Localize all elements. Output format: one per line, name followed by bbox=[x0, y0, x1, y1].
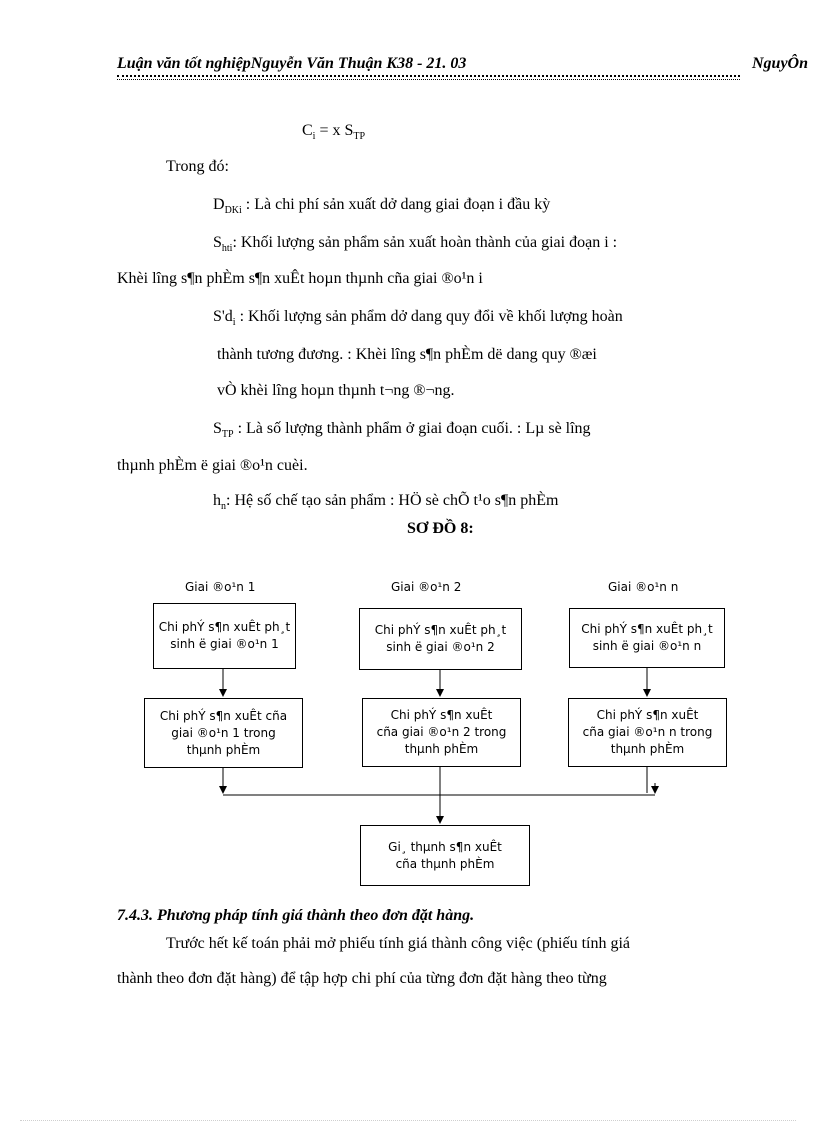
box-stage-1-in-product: Chi phÝ s¶n xuÊt cña giai ®o¹n 1 trong thµnh phÈm bbox=[144, 698, 303, 768]
trong-do-label: Trong đó: bbox=[166, 158, 229, 175]
page-bottom-rule bbox=[20, 1120, 796, 1121]
stage-label-1: Giai ®o¹n 1 bbox=[185, 580, 256, 594]
stage-label-n: Giai ®o¹n n bbox=[608, 580, 679, 594]
def-stp: $S_{TP}$ : Là số lượng thành phẩm ở giai đoạn cuối. : Lµ sè lîng bbox=[213, 420, 591, 441]
stage-label-2: Giai ®o¹n 2 bbox=[391, 580, 462, 594]
def-stp-cont: thµnh phÈm ë giai ®o¹n cuèi. bbox=[117, 457, 308, 474]
def-hn: $h_n$: Hệ số chế tạo sản phẩm : HÖ sè chÕ t¹o s¶n phÈm bbox=[213, 492, 559, 513]
def-sd: $S'd_i$ : Khối lượng sản phẩm dở dang quy đổi về khối lượng hoàn bbox=[213, 308, 623, 329]
def-sd-line2: thành tương đương. : Khèi lîng s¶n phÈm dë dang quy ®æi bbox=[217, 346, 597, 363]
formula: $C_i = x$ $S_{TP}$ bbox=[302, 122, 366, 143]
paragraph-line-2: thành theo đơn đặt hàng) để tập hợp chi phí của từng đơn đặt hàng theo từng bbox=[117, 970, 607, 987]
box-stage-n-in-product: Chi phÝ s¶n xuÊt cña giai ®o¹n n trong thµnh phÈm bbox=[568, 698, 727, 767]
section-heading: 7.4.3. Phương pháp tính giá thành theo đơn đặt hàng. bbox=[117, 907, 475, 924]
box-cost-stage-n: Chi phÝ s¶n xuÊt ph¸t sinh ë giai ®o¹n n bbox=[569, 608, 725, 668]
paragraph-line-1: Trước hết kế toán phải mở phiếu tính giá thành công việc (phiếu tính giá bbox=[166, 935, 631, 952]
box-stage-2-in-product: Chi phÝ s¶n xuÊt cña giai ®o¹n 2 trong thµnh phÈm bbox=[362, 698, 521, 767]
running-header: Luận văn tốt nghiệpNguyễn Văn Thuận K38 - 21. 03 bbox=[117, 55, 467, 72]
box-cost-stage-1: Chi phÝ s¶n xuÊt ph¸t sinh ë giai ®o¹n 1 bbox=[153, 603, 296, 669]
box-cost-stage-2: Chi phÝ s¶n xuÊt ph¸t sinh ë giai ®o¹n 2 bbox=[359, 608, 522, 670]
def-sd-line3: vÒ khèi lîng hoµn thµnh t¬ng ®¬ng. bbox=[217, 382, 455, 399]
diagram-title: SƠ ĐỒ 8: bbox=[407, 520, 474, 537]
def-shti-cont: Khèi lîng s¶n phÈm s¶n xuÊt hoµn thµnh cña giai ®o¹n i bbox=[117, 270, 483, 287]
running-header-right: NguyÔn bbox=[752, 55, 809, 72]
box-product-cost: Gi¸ thµnh s¶n xuÊt cña thµnh phÈm bbox=[360, 825, 530, 886]
def-dki: $D_{DKi}$ : Là chi phí sản xuất dở dang giai đoạn i đầu kỳ bbox=[213, 196, 551, 217]
def-shti: $S_{hti}$: Khối lượng sản phẩm sản xuất hoàn thành của giai đoạn i : bbox=[213, 234, 618, 255]
